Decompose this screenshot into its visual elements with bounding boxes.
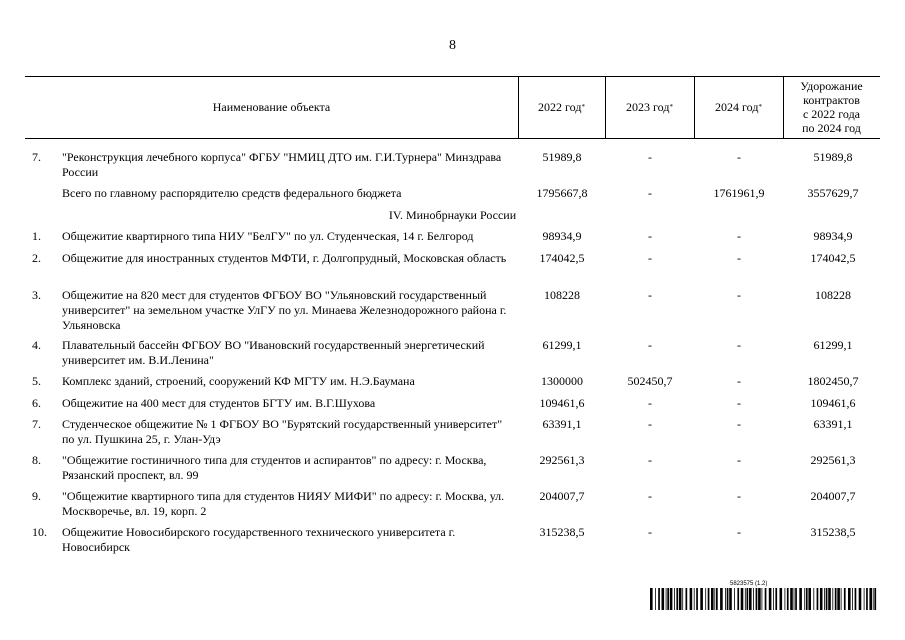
row-value-2024: - xyxy=(737,489,741,503)
row-value-2024: 1761961,9 xyxy=(713,186,765,200)
row-value-2023: - xyxy=(648,288,652,302)
barcode-image xyxy=(650,588,880,610)
row-object-name: Студенческое общежитие № 1 ФГБОУ ВО "Бурятский государственный университет" по ул. Пушкина 25, г. Улан-Удэ xyxy=(62,417,503,446)
row-value-2023: - xyxy=(648,396,652,410)
row-value-2024: - xyxy=(737,251,741,265)
row-object-name: "Общежитие квартирного типа для студентов НИЯУ МИФИ" по адресу: г. Москва, ул. Москворечье, вл. 19, корп. 2 xyxy=(62,489,505,518)
barcode-label: 5823575 (1.2) xyxy=(730,581,768,587)
row-value-2023: - xyxy=(648,338,652,352)
table-header-bottom-rule xyxy=(25,138,880,139)
row-object-name: "Реконструкция лечебного корпуса" ФГБУ "НМИЦ ДТО им. Г.И.Турнера" Минздрава России xyxy=(62,150,502,179)
row-value-2022: 51989,8 xyxy=(542,150,582,164)
row-value-2022: 1300000 xyxy=(541,374,583,388)
row-value-2023: 502450,7 xyxy=(627,374,673,388)
row-value-2023: - xyxy=(648,229,652,243)
row-object-name: Общежитие квартирного типа НИУ "БелГУ" по ул. Студенческая, 14 г. Белгород xyxy=(62,229,474,243)
row-value-2023: - xyxy=(648,186,652,200)
row-value-2022: 63391,1 xyxy=(542,417,582,431)
row-value-increase: 109461,6 xyxy=(810,396,856,410)
header-2022: 2022 год * xyxy=(538,100,585,114)
row-value-2022: 292561,3 xyxy=(539,453,585,467)
row-value-2023: - xyxy=(648,251,652,265)
header-object-name: Наименование объекта xyxy=(212,100,331,114)
row-value-2024: - xyxy=(737,374,741,388)
row-value-2024: - xyxy=(737,150,741,164)
header-increase: Удорожание контрактов с 2022 года по 2024 год xyxy=(800,79,863,135)
row-number: 8. xyxy=(32,453,41,467)
row-value-increase: 315238,5 xyxy=(810,525,856,539)
row-value-2023: - xyxy=(648,489,652,503)
row-value-2024: - xyxy=(737,417,741,431)
row-object-name: Всего по главному распорядителю средств федерального бюджета xyxy=(62,186,402,200)
row-value-2024: - xyxy=(737,396,741,410)
row-value-2022: 315238,5 xyxy=(539,525,585,539)
header-2024: 2024 год * xyxy=(715,100,762,114)
row-value-2022: 204007,7 xyxy=(539,489,585,503)
row-object-name: Общежитие на 400 мест для студентов БГТУ им. В.Г.Шухова xyxy=(62,396,376,410)
row-value-increase: 63391,1 xyxy=(813,417,853,431)
row-value-2024: - xyxy=(737,525,741,539)
row-value-increase: 108228 xyxy=(815,288,851,302)
row-number: 2. xyxy=(32,251,41,265)
row-number: 10. xyxy=(32,525,47,539)
row-value-increase: 3557629,7 xyxy=(807,186,859,200)
row-object-name: Общежитие на 820 мест для студентов ФГБОУ ВО "Ульяновский государственный университет" на земельном участке УлГУ по ул. Минаева Железнодорожного района г. Ульяновска xyxy=(62,288,507,332)
row-value-increase: 292561,3 xyxy=(810,453,856,467)
row-number: 9. xyxy=(32,489,41,503)
row-value-2023: - xyxy=(648,417,652,431)
row-value-2023: - xyxy=(648,525,652,539)
row-value-2022: 98934,9 xyxy=(542,229,582,243)
row-object-name: Комплекс зданий, строений, сооружений КФ МГТУ им. Н.Э.Баумана xyxy=(62,374,415,388)
row-value-2023: - xyxy=(648,453,652,467)
row-value-2023: - xyxy=(648,150,652,164)
section-title: IV. Минобрнауки России xyxy=(388,208,517,222)
row-number: 7. xyxy=(32,417,41,431)
row-number: 5. xyxy=(32,374,41,388)
row-value-increase: 204007,7 xyxy=(810,489,856,503)
row-value-2024: - xyxy=(737,453,741,467)
row-value-increase: 1802450,7 xyxy=(807,374,859,388)
row-value-2024: - xyxy=(737,338,741,352)
row-value-2024: - xyxy=(737,288,741,302)
row-number: 4. xyxy=(32,338,41,352)
row-value-2022: 61299,1 xyxy=(542,338,582,352)
row-value-2024: - xyxy=(737,229,741,243)
row-object-name: Плавательный бассейн ФГБОУ ВО "Ивановский государственный энергетический университет им. В.И.Ленина" xyxy=(62,338,485,367)
row-value-2022: 108228 xyxy=(544,288,580,302)
row-value-2022: 109461,6 xyxy=(539,396,585,410)
row-object-name: Общежитие Новосибирского государственного технического университета г. Новосибирск xyxy=(62,525,456,554)
row-number: 1. xyxy=(32,229,41,243)
header-2023: 2023 год * xyxy=(626,100,673,114)
row-number: 3. xyxy=(32,288,41,302)
row-value-2022: 174042,5 xyxy=(539,251,585,265)
row-value-increase: 61299,1 xyxy=(813,338,853,352)
row-value-increase: 98934,9 xyxy=(813,229,853,243)
row-value-2022: 1795667,8 xyxy=(536,186,588,200)
row-object-name: Общежитие для иностранных студентов МФТИ, г. Долгопрудный, Московская область xyxy=(62,251,507,265)
page-number: 8 xyxy=(449,38,456,53)
row-number: 7. xyxy=(32,150,41,164)
row-value-increase: 51989,8 xyxy=(813,150,853,164)
row-number: 6. xyxy=(32,396,41,410)
row-value-increase: 174042,5 xyxy=(810,251,856,265)
row-object-name: "Общежитие гостиничного типа для студентов и аспирантов" по адресу: г. Москва, Рязанский проспект, вл. 99 xyxy=(62,453,487,482)
